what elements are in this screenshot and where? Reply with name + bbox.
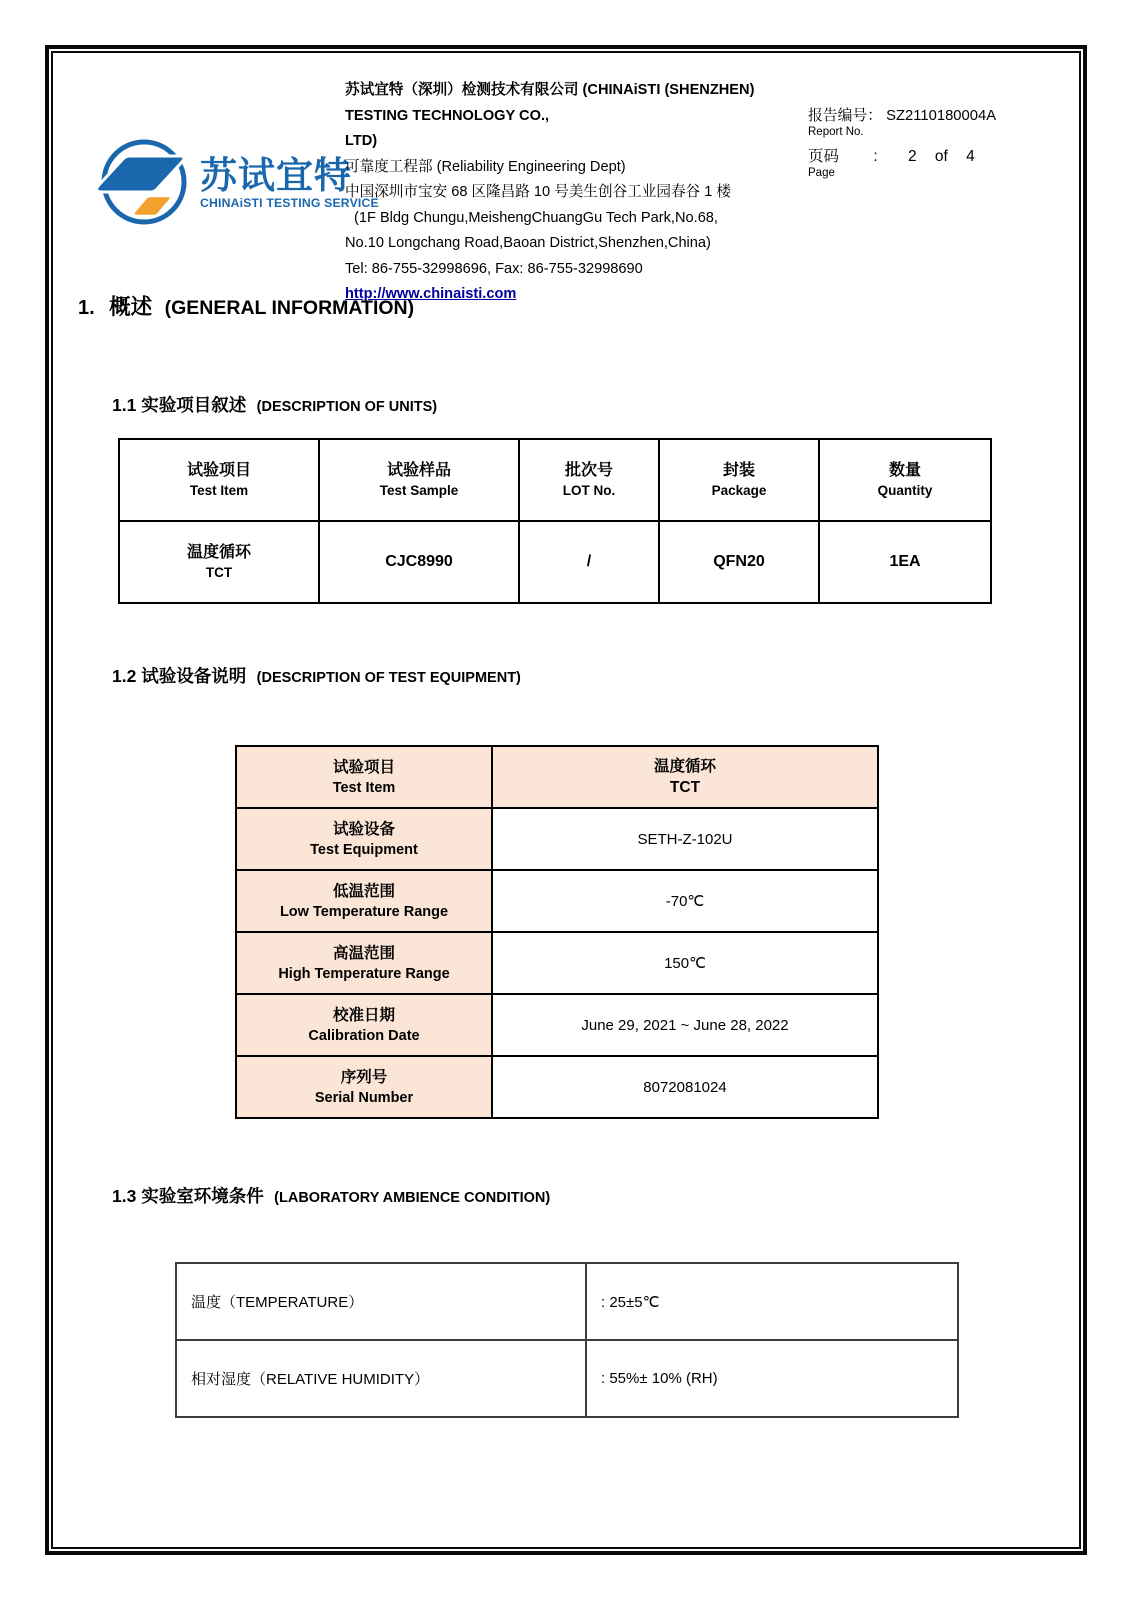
ambience-value-humidity: : 55%± 10% (RH): [586, 1340, 958, 1417]
report-no-value: SZ2110180004A: [886, 108, 997, 124]
section-1-1-title-en: (DESCRIPTION OF UNITS): [256, 399, 438, 415]
page-separator: :: [873, 148, 878, 165]
section-1-2-heading: [112, 663, 521, 688]
equipment-row-serial-number: [236, 1056, 878, 1118]
company-address-cn: 中国深圳市宝安 68 区隆昌路 10 号美生创谷工业园春谷 1 楼: [345, 184, 731, 200]
ambience-row-temperature: [176, 1263, 958, 1340]
report-no-label-en: Report No.: [808, 126, 864, 138]
units-cell-lot-no: /: [519, 521, 659, 603]
company-tel-fax: Tel: 86-755-32998696, Fax: 86-755-32998690: [345, 260, 643, 277]
equipment-label-serial-number: 序列号 Serial Number: [236, 1056, 492, 1118]
equipment-row-test-item: [236, 746, 878, 808]
equipment-value-high-temp: 150℃: [492, 932, 878, 994]
equipment-row-test-equipment: [236, 808, 878, 870]
equipment-value-test-equipment: SETH-Z-102U: [492, 808, 878, 870]
ambience-label-temperature: 温度（TEMPERATURE）: [176, 1263, 586, 1340]
ambience-label-humidity: 相对湿度（RELATIVE HUMIDITY）: [176, 1340, 586, 1417]
units-cell-quantity: 1EA: [819, 521, 991, 603]
units-cell-package: QFN20: [659, 521, 819, 603]
section-1-3-title-cn: 1.3 实验室环境条件: [112, 1186, 264, 1206]
section-1-heading: [78, 290, 414, 321]
ambience-value-temperature: : 25±5℃: [586, 1263, 958, 1340]
section-1-title-en: (GENERAL INFORMATION): [164, 297, 415, 319]
equipment-label-high-temp: 高温范围 High Temperature Range: [236, 932, 492, 994]
equipment-label-low-temp: 低温范围 Low Temperature Range: [236, 870, 492, 932]
units-cell-test-sample: CJC8990: [319, 521, 519, 603]
units-data-row: [119, 521, 991, 603]
units-table: [118, 438, 992, 604]
units-header-test-item: 试验项目 Test Item: [119, 439, 319, 521]
units-header-quantity: 数量 Quantity: [819, 439, 991, 521]
equipment-label-test-equipment: 试验设备 Test Equipment: [236, 808, 492, 870]
report-no-label-cn: 报告编号：: [808, 108, 882, 124]
page-number-value: 2 of 4: [907, 148, 975, 165]
section-1-1-title-cn: 1.1 实验项目叙述: [112, 395, 247, 415]
section-1-3-heading: [112, 1183, 550, 1208]
section-1-2-title-cn: 1.2 试验设备说明: [112, 666, 247, 686]
ambience-table: [175, 1262, 959, 1418]
equipment-row-low-temp: [236, 870, 878, 932]
logo-brand-cn: 苏试宜特: [200, 154, 352, 196]
section-1-1-heading: [112, 392, 437, 417]
logo-swoosh-icon: [88, 130, 192, 235]
units-cell-test-item: 温度循环 TCT: [119, 521, 319, 603]
equipment-value-test-item: 温度循环 TCT: [492, 746, 878, 808]
section-1-2-title-en: (DESCRIPTION OF TEST EQUIPMENT): [256, 670, 521, 686]
logo-brand-en: CHINAiSTI TESTING SERVICE: [200, 195, 379, 210]
section-1-number: 1.: [78, 297, 95, 319]
company-dept: 可靠度工程部 (Reliability Engineering Dept): [345, 158, 626, 175]
company-address-en2: No.10 Longchang Road,Baoan District,Shenzhen,China): [345, 235, 711, 251]
equipment-row-high-temp: [236, 932, 878, 994]
ambience-row-humidity: [176, 1340, 958, 1417]
units-header-row: [119, 439, 991, 521]
company-info-block: [345, 78, 820, 308]
company-name-line1: 苏试宜特（深圳）检测技术有限公司 (CHINAiSTI (SHENZHEN) TESTING TECHNOLOGY CO.,: [345, 82, 755, 124]
equipment-value-low-temp: -70℃: [492, 870, 878, 932]
units-header-test-sample: 试验样品 Test Sample: [319, 439, 519, 521]
report-meta-block: [808, 104, 1063, 181]
page-label-en: Page: [808, 167, 835, 179]
equipment-label-test-item: 试验项目 Test Item: [236, 746, 492, 808]
section-1-3-title-en: (LABORATORY AMBIENCE CONDITION): [274, 1190, 551, 1206]
units-header-package: 封装 Package: [659, 439, 819, 521]
company-website-link[interactable]: http://www.chinaisti.com: [345, 286, 517, 302]
equipment-row-calibration-date: [236, 994, 878, 1056]
units-header-lot-no: 批次号 LOT No.: [519, 439, 659, 521]
equipment-value-serial-number: 8072081024: [492, 1056, 878, 1118]
page-label-cn: 页码: [808, 148, 840, 165]
equipment-label-calibration-date: 校准日期 Calibration Date: [236, 994, 492, 1056]
section-1-title-cn: 概述: [109, 295, 153, 319]
company-address-en1: (1F Bldg Chungu,MeishengChuangGu Tech Park,No.68,: [354, 209, 718, 226]
equipment-value-calibration-date: June 29, 2021 ~ June 28, 2022: [492, 994, 878, 1056]
company-name-line2: LTD): [345, 133, 378, 149]
equipment-table: [235, 745, 879, 1119]
